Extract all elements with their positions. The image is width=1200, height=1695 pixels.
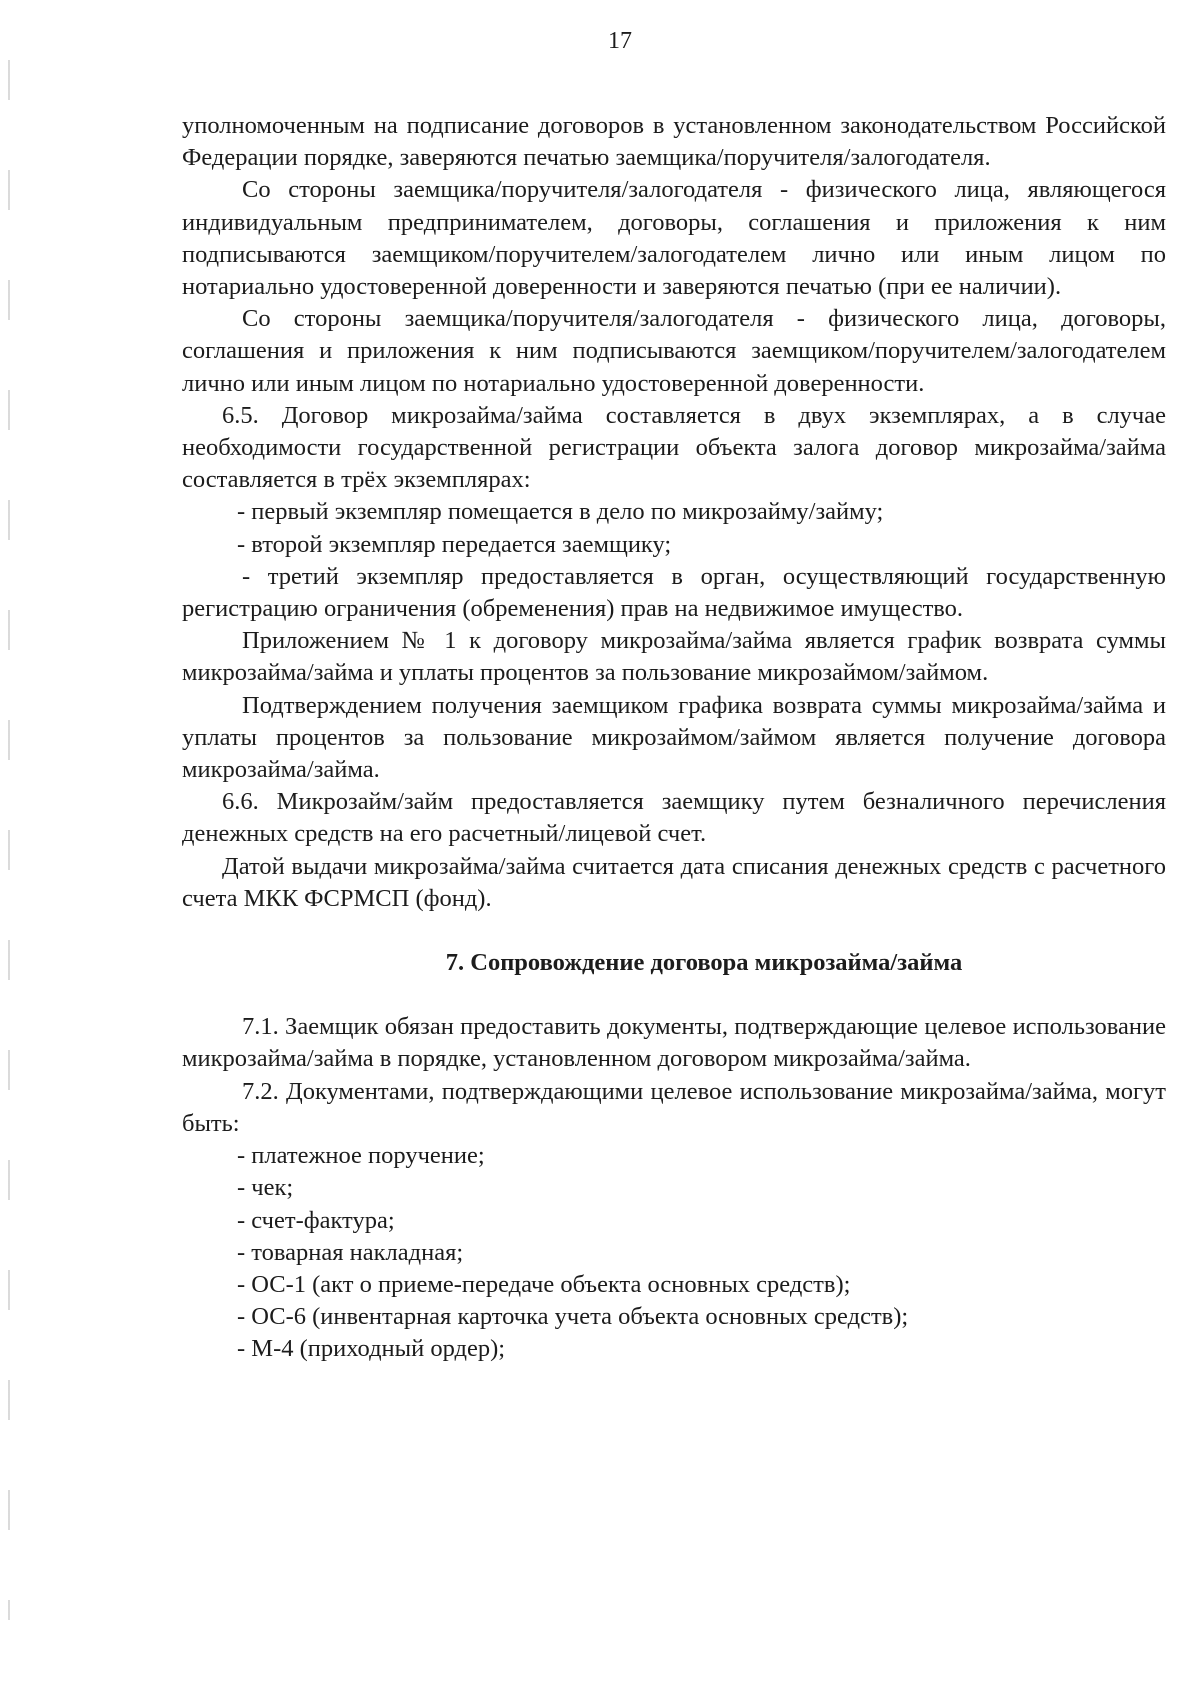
page-number: 17 [608,28,632,54]
list-item-second-copy: - второй экземпляр передается заемщику; [237,530,672,558]
paragraph-confirmation: Подтверждением получения заемщиком графика возврата суммы микрозайма/займа и уплаты процентов за пользование микрозаймом/займом является получение договора микрозайма/займа. [182,691,1166,784]
document-body [182,110,1166,1366]
list-item-third-copy: - третий экземпляр предоставляется в орган, осуществляющий государственную регистрацию ограничения (обременения) прав на недвижимое имущество. [182,562,1166,623]
list-item: - платежное поручение; [237,1142,485,1170]
paragraph-continuation: уполномоченным на подписание договоров в установленном законодательством Российской Федерации порядке, заверяются печатью заемщика/поручителя/залогодателя. [182,112,1166,172]
paragraph-individual-entrepreneur: Со стороны заемщика/поручителя/залогодателя - физического лица, являющегося индивидуальным предпринимателем, договоры, соглашения и приложения к ним подписываются заемщиком/поручителем/залогодателем лично или иным лицом по нотариально удостоверенной доверенности и заверяются печатью (при ее наличии). [182,176,1166,301]
section-7-heading: 7. Сопровождение договора микрозайма/займа [445,949,963,977]
list-item: - ОС-1 (акт о приеме-передаче объекта основных средств); [237,1270,851,1298]
scan-edge-artifact [8,60,10,1620]
paragraph-6-6: 6.6. Микрозайм/займ предоставляется заемщику путем безналичного перечисления денежных средств на его расчетный/лицевой счет. [182,788,1166,848]
list-item: - чек; [237,1174,294,1202]
paragraph-physical-person: Со стороны заемщика/поручителя/залогодателя - физического лица, договоры, соглашения и приложения к ним подписываются заемщиком/поручителем/залогодателем лично или иным лицом по нотариально удостоверенной доверенности. [182,305,1166,397]
paragraph-appendix-1: Приложением № 1 к договору микрозайма/займа является график возврата суммы микрозайма/займа и уплаты процентов за пользование микрозаймом/займом. [182,627,1166,687]
paragraph-issue-date: Датой выдачи микрозайма/займа считается дата списания денежных средств с расчетного счета МКК ФСРМСП (фонд). [182,852,1166,912]
paragraph-7-1: 7.1. Заемщик обязан предоставить документы, подтверждающие целевое использование микрозайма/займа в порядке, установленном договором микрозайма/займа. [182,1013,1166,1073]
list-item-first-copy: - первый экземпляр помещается в дело по микрозайму/займу; [237,498,884,526]
list-item: - счет-фактура; [237,1206,395,1234]
list-item: - ОС-6 (инвентарная карточка учета объекта основных средств); [237,1303,909,1331]
paragraph-7-2: 7.2. Документами, подтверждающими целевое использование микрозайма/займа, могут быть: [182,1077,1166,1137]
paragraph-6-5: 6.5. Договор микрозайма/займа составляется в двух экземплярах, а в случае необходимости государственной регистрации объекта залога договор микрозайма/займа составляется в трёх экземплярах: [182,401,1166,494]
list-item: - М-4 (приходный ордер); [237,1335,506,1363]
list-item: - товарная накладная; [237,1238,464,1266]
